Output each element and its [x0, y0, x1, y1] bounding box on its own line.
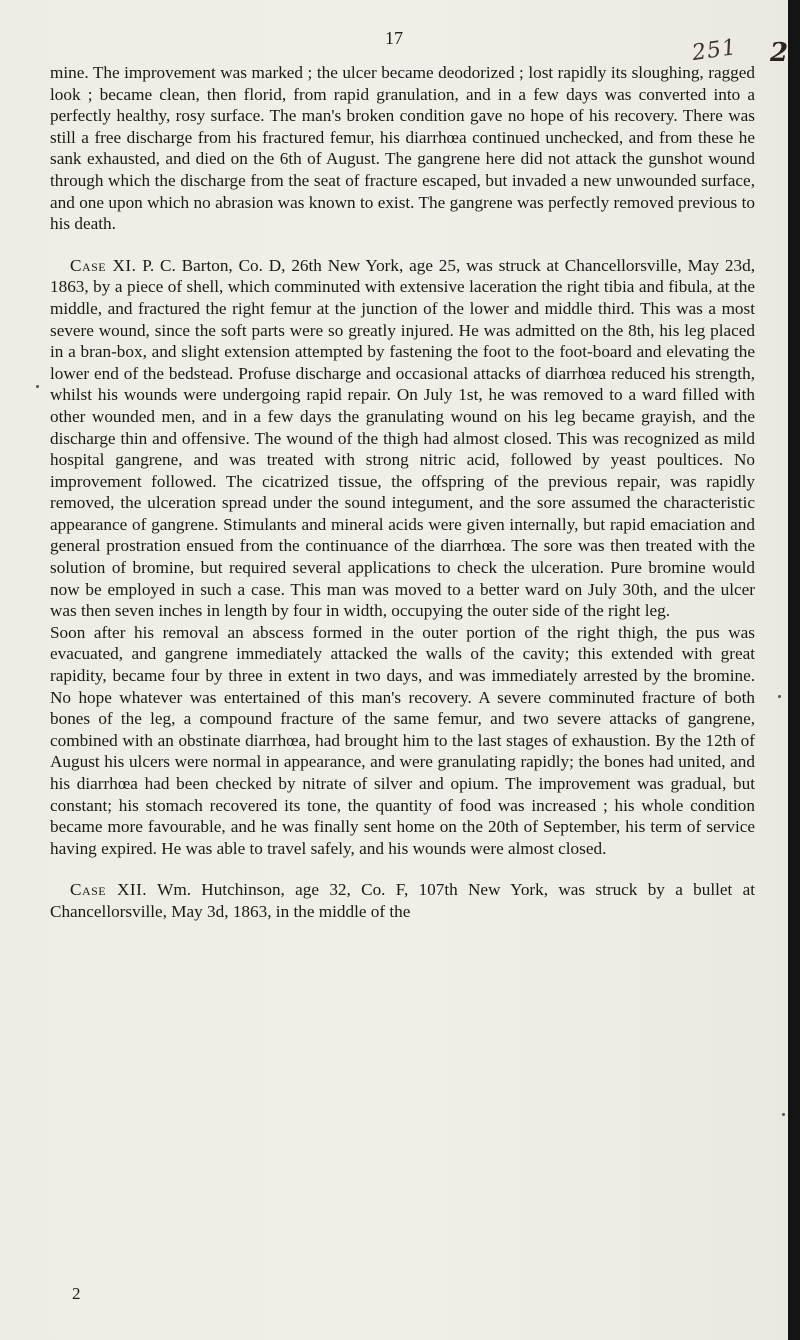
paragraph-text: P. C. Barton, Co. D, 26th New York, age 25, was struck at Chancellorsville, May 23d, 1863, by a piece of shell, which comminuted with extensive laceration the right tibia and fibula, at the middle, and fractured the right femur at the junction of the lower and middle third. This was a most severe wound, since the soft parts were so greatly injured. He was admitted on the 8th, his leg placed in a bran-box, and slight extension attempted by fastening the foot to the foot-board and elevating the lower end of the bedstead. Profuse discharge and occasional attacks of diarrhœa reduced his strength, whilst his wounds were undergoing rapid repair. On July 1st, he was removed to a ward filled with other wounded men, and in a few days the granulating wound on his leg became grayish, and the discharge thin and offensive. The wound of the thigh had almost closed. This was recognized as mild hospital gangrene, and was treated with strong nitric acid, followed by yeast poultices. No improvement followed. The cicatrized tissue, the offspring of the previous repair, was rapidly removed, the ulceration spread under the sound integument, and the sore assumed the characteristic appearance of gangrene. Stimulants and mineral acids were given internally, but rapid emaciation and general prostration ensued from the continuance of the diarrhœa. The sore was then treated with the solution of bromine, but required several applications to check the ulceration. Pure bromine would now be employed in such a case. This man was moved to a better ward on July 30th, and the ulcer was then seven inches in length by four in width, occupying the outer side of the right leg. [50, 255, 755, 621]
case-heading: Case XII. [70, 880, 148, 900]
case-heading: Case XI. [70, 255, 137, 275]
paper-speck [782, 1113, 785, 1116]
handwritten-margin-note-right: 2 [770, 38, 789, 68]
paper-speck [778, 695, 781, 698]
body-text [50, 62, 755, 923]
paragraph-text: Wm. Hutchinson, age 32, Co. F, 107th New York, was struck by a bullet at Chancellorsville, May 3d, 1863, in the middle of the [50, 880, 755, 921]
handwritten-margin-note: 251 [690, 34, 739, 67]
paper-speck [36, 385, 39, 388]
page-number: 17 [385, 28, 403, 48]
paragraph-text: mine. The improvement was marked ; the ulcer became deodorized ; lost rapidly its sloughing, ragged look ; became clean, then florid, from rapid granulation, and in a few days was converted into a perfectly healthy, rosy surface. The man's broken condition gave no hope of his recovery. There was still a free discharge from his fractured femur, his diarrhœa continued unchecked, and from these he sank exhausted, and died on the 6th of August. The gangrene here did not attack the gunshot wound through which the discharge from the seat of fracture escaped, but invaded a new unwounded surface, and one upon which no abrasion was known to exist. The gangrene was perfectly removed previous to his death. [50, 63, 755, 234]
page-edge-shadow [788, 0, 800, 1340]
paragraph-case-xi [50, 255, 755, 622]
paragraph-text: Soon after his removal an abscess formed in the outer portion of the right thigh, the pus was evacuated, and gangrene immediately attacked the walls of the cavity; this extended with great rapidity, became four by three in extent in two days, and was immediately arrested by the bromine. No hope whatever was entertained of this man's recovery. A severe comminuted fracture of both bones of the leg, a compound fracture of the same femur, and two severe attacks of gangrene, combined with an obstinate diarrhœa, had brought him to the last stages of exhaustion. By the 12th of August his ulcers were normal in appearance, and were granulating rapidly; the bones had united, and his diarrhœa had been checked by nitrate of silver and opium. The improvement was gradual, but constant; his stomach recovered its tone, the quantity of food was increased ; his whole condition became more favourable, and he was finally sent home on the 20th of September, his term of service having expired. He was able to travel safely, and his wounds were almost closed. [50, 622, 755, 858]
signature-mark: 2 [72, 1284, 81, 1303]
paragraph-continuation [50, 62, 755, 235]
paragraph-case-xii [50, 879, 755, 922]
paragraph-case-xi-continued [50, 622, 755, 860]
